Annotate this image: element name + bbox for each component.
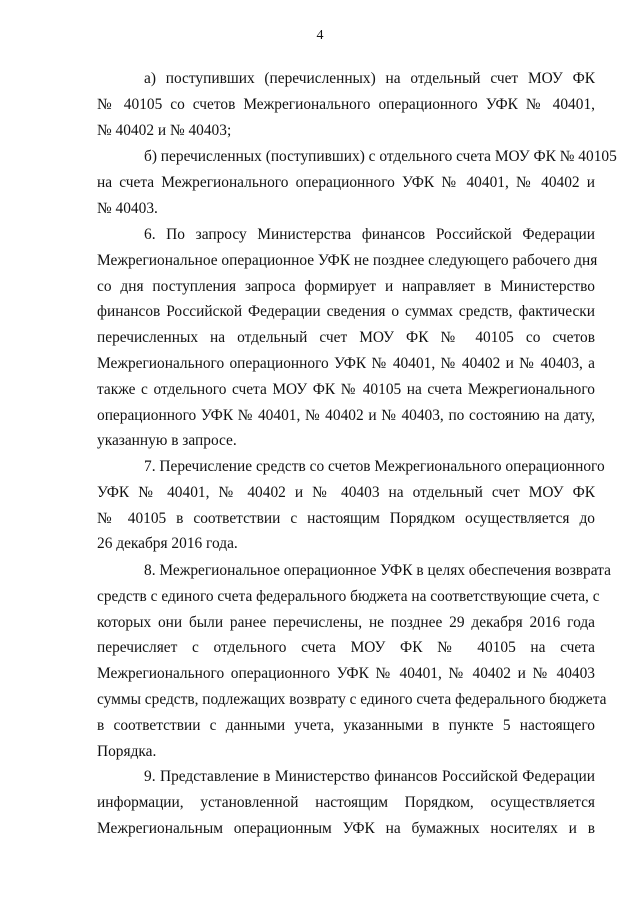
text-line: указанную в запросе.	[97, 432, 237, 450]
text-line: суммы средств, подлежащих возврату с единого счета федерального бюджета	[97, 690, 607, 708]
text-line: средств с единого счета федерального бюджета на соответствующие счета, с	[97, 587, 600, 605]
text-line: Межрегиональным операционным УФК на бумажных носителях и в	[97, 819, 595, 837]
text-line: финансов Российской Федерации сведения о суммах средств, фактически	[97, 303, 595, 321]
text-line: Порядка.	[97, 742, 157, 760]
text-line: со дня поступления запроса формирует и направляет в Министерство	[97, 277, 595, 295]
text-line: б) перечисленных (поступивших) с отдельного счета МОУ ФК № 40105	[144, 148, 617, 165]
paragraph-6	[97, 222, 598, 454]
text-line: на счета Межрегионального операционного УФК № 40401, № 40402 и	[97, 173, 595, 191]
text-line: № 40403.	[97, 199, 158, 217]
paragraph-7	[97, 454, 605, 557]
text-line: перечисляет с отдельного счета МОУ ФК № 40105 на счета	[97, 639, 595, 657]
paragraph-a	[97, 66, 595, 143]
paragraph-8	[97, 558, 611, 764]
text-line: а) поступивших (перечисленных) на отдельный счет МОУ ФК	[144, 70, 595, 87]
text-line: 6. По запросу Министерства финансов Российской Федерации	[144, 226, 595, 243]
text-line: перечисленных на отдельный счет МОУ ФК № 40105 со счетов	[97, 329, 595, 347]
text-line: № 40105 со счетов Межрегионального операционного УФК № 40401,	[97, 95, 595, 113]
text-line: операционного УФК № 40401, № 40402 и № 40403, по состоянию на дату,	[97, 406, 595, 424]
text-line: информации, установленной настоящим Порядком, осуществляется	[97, 793, 595, 811]
text-line: УФК № 40401, № 40402 и № 40403 на отдельный счет МОУ ФК	[97, 483, 595, 501]
paragraph-b	[97, 144, 617, 221]
text-line: в соответствии с данными учета, указанными в пункте 5 настоящего	[97, 716, 595, 734]
text-line: которых они были ранее перечислены, не позднее 29 декабря 2016 года	[97, 613, 595, 631]
text-line: 9. Представление в Министерство финансов Российской Федерации	[144, 768, 595, 785]
text-line: также с отдельного счета МОУ ФК № 40105 на счета Межрегионального	[97, 380, 595, 398]
text-line: № 40105 в соответствии с настоящим Порядком осуществляется до	[97, 509, 595, 527]
text-line: Межрегионального операционного УФК № 40401, № 40402 и № 40403, а	[97, 354, 595, 372]
text-line: 26 декабря 2016 года.	[97, 535, 238, 553]
text-line: 8. Межрегиональное операционное УФК в целях обеспечения возврата	[144, 562, 611, 579]
text-line: № 40402 и № 40403;	[97, 121, 232, 139]
text-line: Межрегиональное операционное УФК не позднее следующего рабочего дня	[97, 251, 598, 269]
page-number: 4	[316, 28, 324, 43]
paragraph-9	[97, 764, 595, 841]
text-line: Межрегионального операционного УФК № 40401, № 40402 и № 40403	[97, 665, 595, 683]
text-line: 7. Перечисление средств со счетов Межрегионального операционного	[144, 458, 605, 475]
